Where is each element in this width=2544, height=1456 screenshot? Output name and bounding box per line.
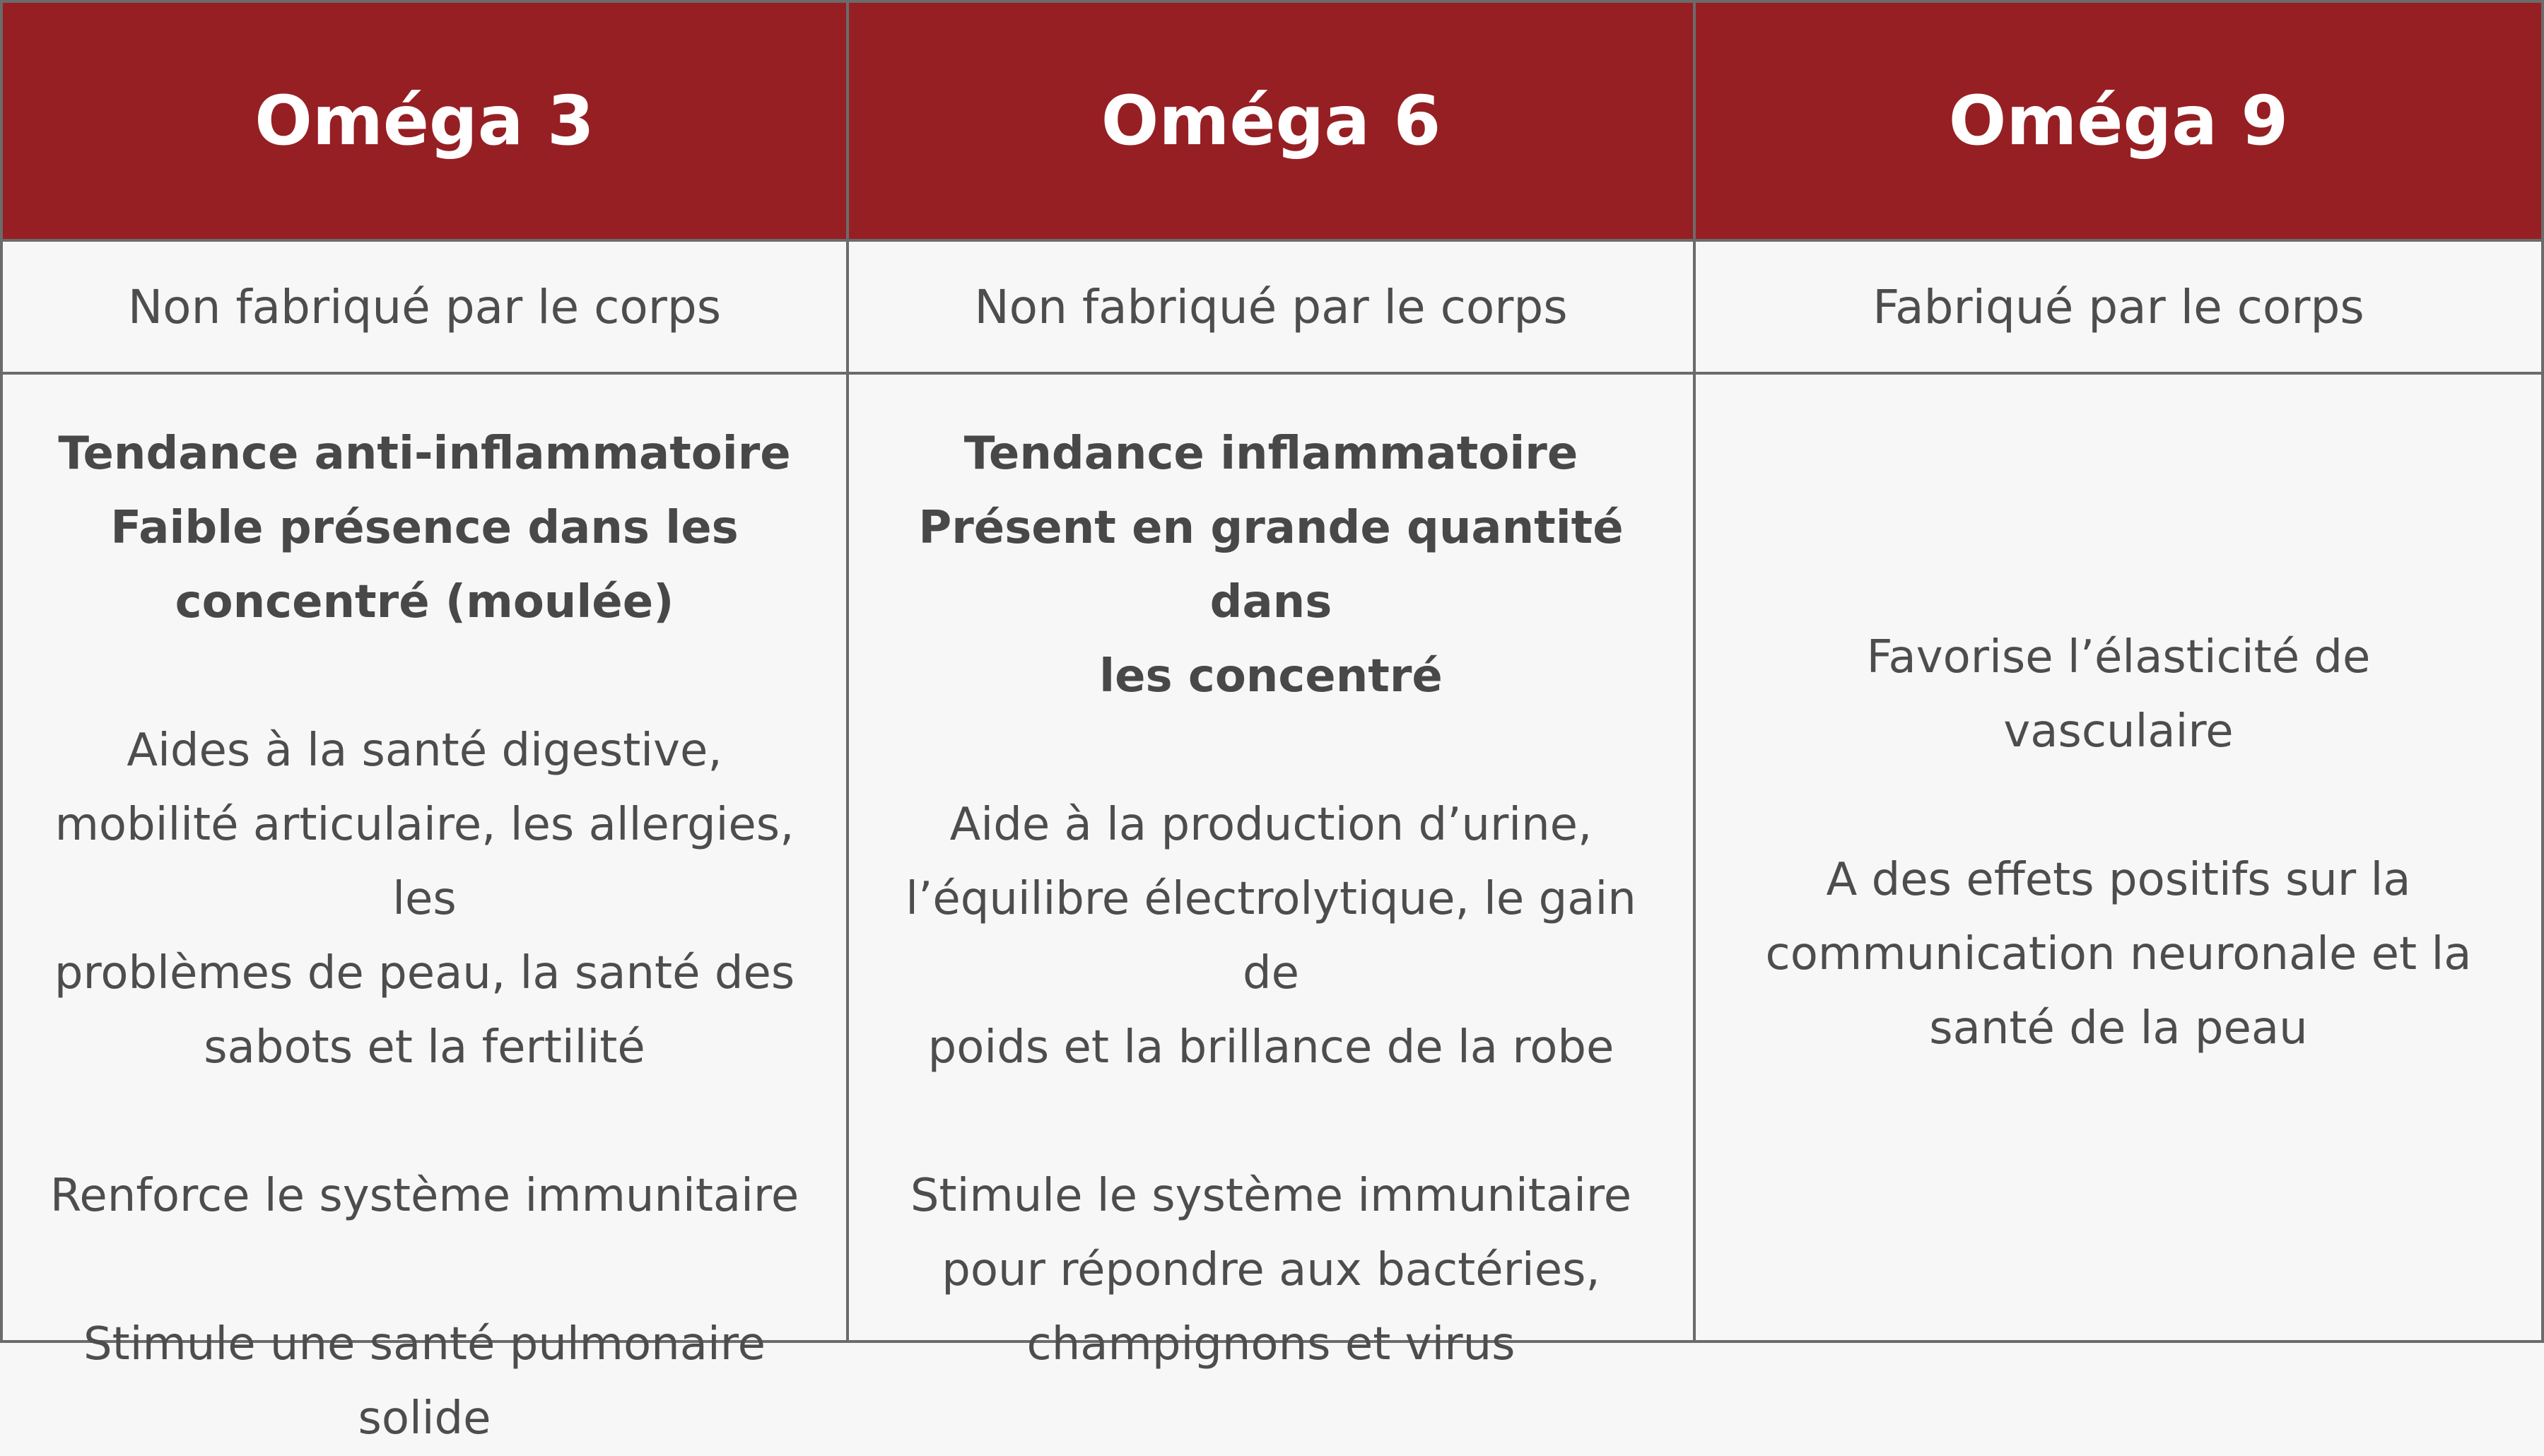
column-title: Oméga 3: [254, 81, 594, 160]
text-line: Aide à la production d’urine,: [949, 799, 1593, 851]
bold-summary: [58, 417, 790, 640]
details-omega-9: [1696, 375, 2541, 1340]
text-line: A des effets positifs sur la: [1826, 854, 2411, 906]
bold-line: Présent en grande quantité dans: [918, 502, 1624, 628]
benefit-paragraph: [1867, 621, 2371, 769]
text-line: problèmes de peau, la santé des: [54, 947, 795, 999]
header-omega-9: [1696, 3, 2541, 242]
subtitle-omega-9: [1696, 242, 2541, 375]
details-omega-3: [3, 375, 849, 1445]
text-line: champignons et virus: [1026, 1318, 1516, 1370]
text-line: Favorise l’élasticité de: [1866, 631, 2371, 683]
text-line: pour répondre aux bactéries,: [942, 1244, 1600, 1296]
subtitle-omega-3: [3, 242, 849, 375]
text-line: mobilité articulaire, les allergies, les: [54, 799, 795, 925]
bold-line: les concentré: [1099, 650, 1443, 703]
bold-line: concentré (moulée): [175, 576, 674, 628]
bold-line: Tendance anti-inflammatoire: [58, 428, 791, 480]
column-title: Oméga 6: [1101, 81, 1441, 160]
column-title: Oméga 9: [1948, 81, 2289, 160]
text-line: vasculaire: [2003, 705, 2234, 758]
bold-line: Tendance inflammatoire: [963, 428, 1578, 480]
bold-line: Faible présence dans les: [110, 502, 739, 554]
subtitle-text: Non fabriqué par le corps: [974, 279, 1568, 334]
text-line: poids et la brillance de la robe: [927, 1021, 1614, 1074]
text-line: Renforce le système immunitaire: [49, 1170, 799, 1222]
subtitle-text: Non fabriqué par le corps: [127, 279, 722, 334]
text-line: Stimule une santé pulmonaire solide: [83, 1318, 766, 1445]
benefit-paragraph: [910, 1159, 1631, 1382]
benefit-paragraph: [50, 1159, 799, 1233]
text-line: santé de la peau: [1929, 1002, 2308, 1055]
benefit-paragraph: [874, 788, 1667, 1085]
bold-summary: [874, 417, 1667, 714]
benefit-paragraph: [28, 1308, 821, 1456]
details-omega-6: [849, 375, 1696, 1370]
text-line: Aides à la santé digestive,: [127, 724, 722, 777]
header-omega-3: [3, 3, 849, 242]
benefit-paragraph: [28, 714, 821, 1085]
benefit-paragraph: [1766, 843, 2472, 1066]
subtitle-text: Fabriqué par le corps: [1872, 279, 2364, 334]
header-omega-6: [849, 3, 1696, 242]
text-line: communication neuronale et la: [1765, 928, 2472, 980]
text-line: Stimule le système immunitaire: [910, 1170, 1632, 1222]
text-line: sabots et la fertilité: [204, 1021, 645, 1074]
subtitle-omega-6: [849, 242, 1696, 375]
text-line: l’équilibre électrolytique, le gain de: [905, 873, 1636, 999]
